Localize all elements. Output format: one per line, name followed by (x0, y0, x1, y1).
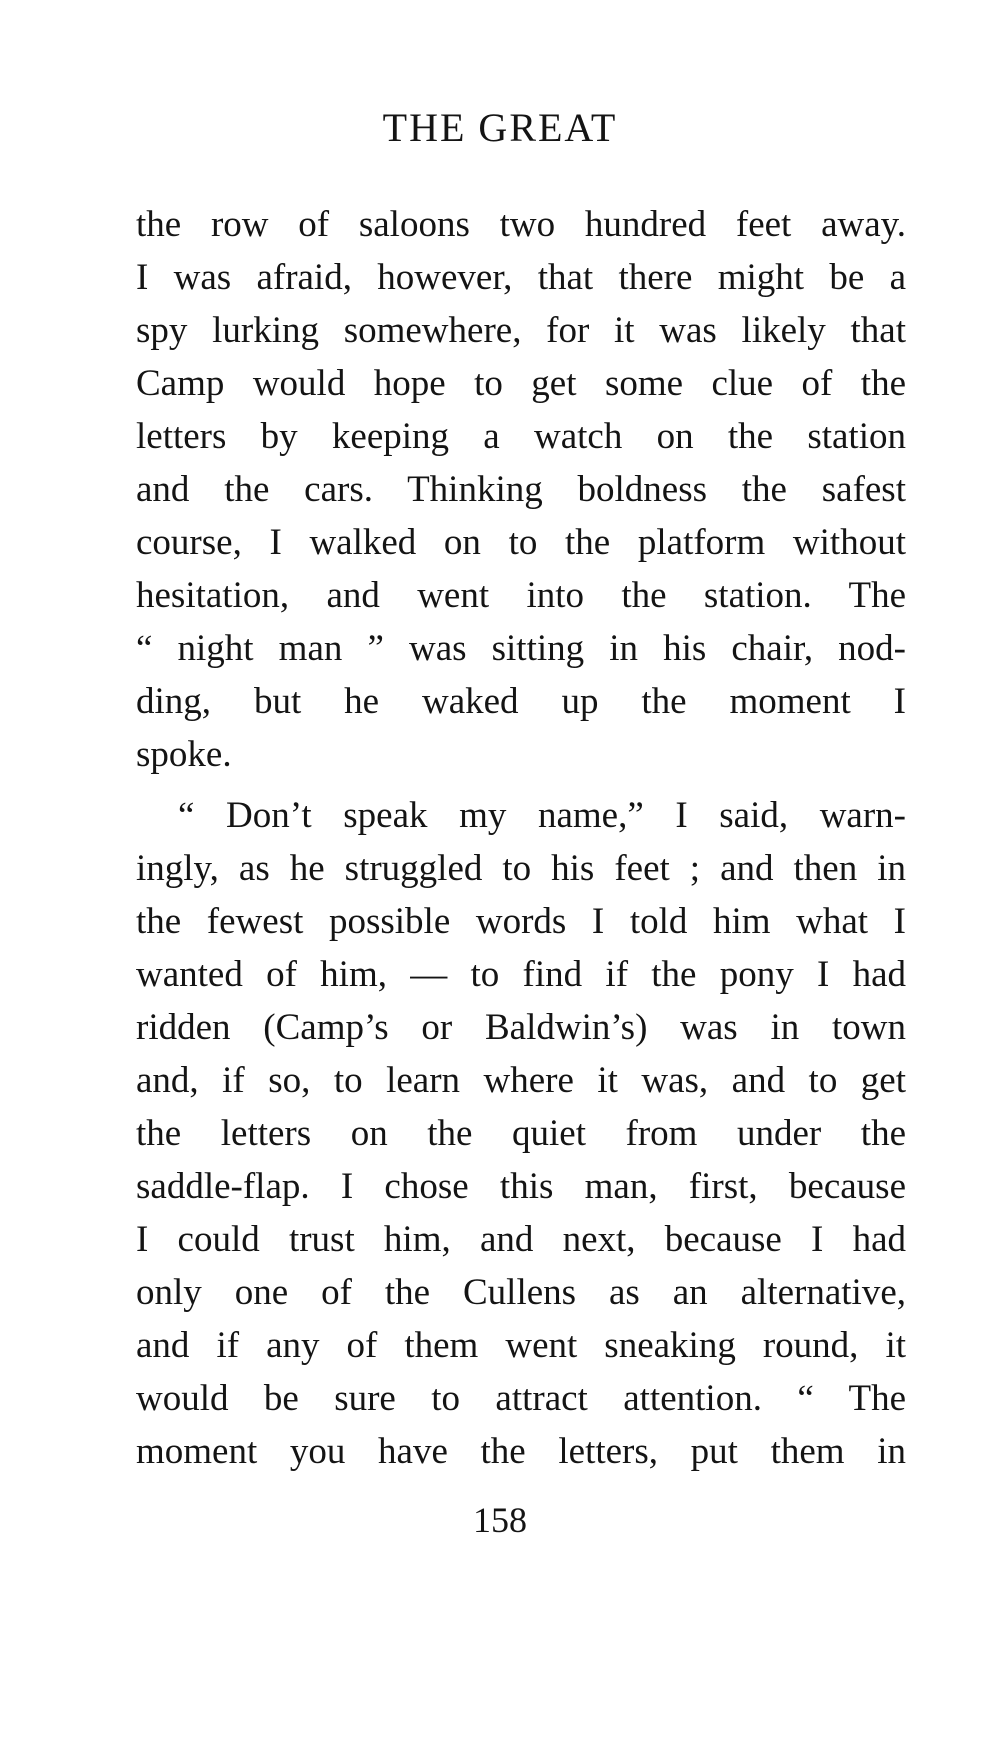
text-line: letters by keeping a watch on the station (136, 416, 906, 457)
text-line: and the cars. Thinking boldness the safest (136, 469, 906, 510)
text-line: and, if so, to learn where it was, and to get (136, 1060, 906, 1101)
text-line: would be sure to attract attention. “ The (136, 1378, 906, 1419)
body-text (136, 198, 906, 1478)
page-number: 158 (473, 1500, 527, 1540)
text-line: spoke. (136, 734, 232, 775)
text-line: I was afraid, however, that there might be a (136, 257, 906, 298)
text-line: only one of the Cullens as an alternative, (136, 1272, 906, 1313)
text-line: and if any of them went sneaking round, it (136, 1325, 906, 1366)
text-line: the row of saloons two hundred feet away. (136, 204, 906, 245)
text-line: spy lurking somewhere, for it was likely that (136, 310, 906, 351)
text-line: saddle-flap. I chose this man, first, because (136, 1166, 906, 1207)
text-line: wanted of him, — to find if the pony I had (136, 954, 906, 995)
text-line: the fewest possible words I told him what I (136, 901, 906, 942)
text-line: ridden (Camp’s or Baldwin’s) was in town (136, 1007, 906, 1048)
running-head: THE GREAT (382, 105, 618, 150)
text-line: “ Don’t speak my name,” I said, warn- (178, 795, 906, 836)
text-line: ding, but he waked up the moment I (136, 681, 906, 722)
text-line: the letters on the quiet from under the (136, 1113, 906, 1154)
text-line: hesitation, and went into the station. The (136, 575, 906, 616)
text-line: I could trust him, and next, because I had (136, 1219, 906, 1260)
text-line: ingly, as he struggled to his feet ; and then in (136, 848, 906, 889)
paragraph-gap (136, 781, 906, 789)
text-line: moment you have the letters, put them in (136, 1431, 906, 1472)
text-line: Camp would hope to get some clue of the (136, 363, 906, 404)
text-line: “ night man ” was sitting in his chair, nod- (136, 628, 906, 669)
text-line: course, I walked on to the platform without (136, 522, 906, 563)
